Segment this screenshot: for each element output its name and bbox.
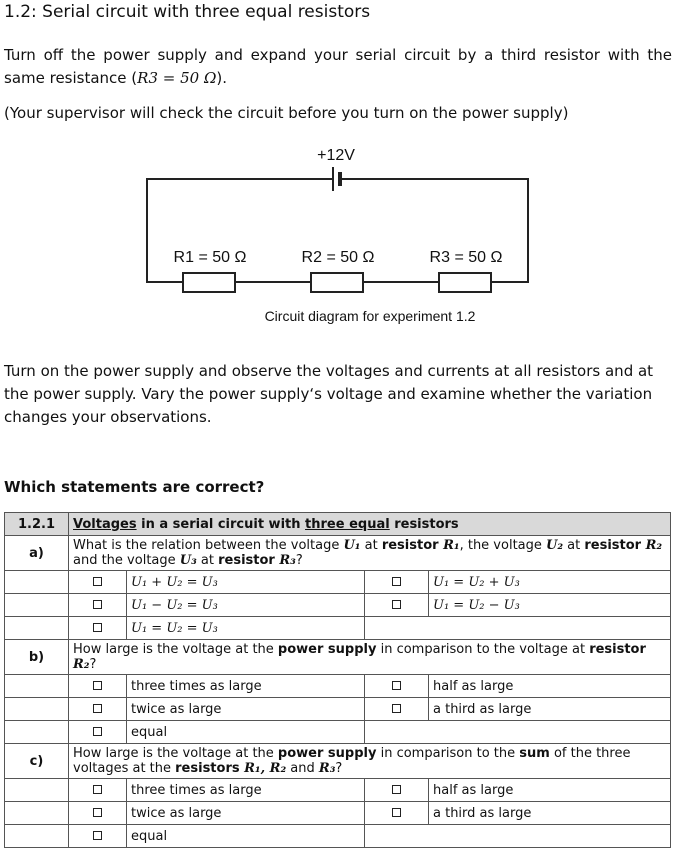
question-title	[69, 513, 671, 536]
empty-cell	[365, 721, 671, 744]
text: in comparison to the	[376, 746, 520, 761]
checkbox-a2[interactable]	[365, 571, 429, 594]
bold: resistor	[381, 538, 444, 553]
table-row	[5, 779, 671, 802]
bold: power supply	[277, 642, 377, 657]
option-c5: equal	[127, 825, 365, 848]
part-b-label: b)	[5, 640, 69, 675]
part-a-question	[69, 536, 671, 571]
instructions-paragraph: Turn on the power supply and observe the voltages and currents at all resistors and at the power supply. Vary the power supply‘s voltage and examine whether the variation changes your observations.	[4, 362, 654, 426]
option-b2: half as large	[429, 675, 671, 698]
bold: resistor	[589, 642, 646, 657]
text: ?	[335, 761, 343, 776]
resistor-r2	[311, 273, 363, 292]
checkbox-c3[interactable]	[69, 802, 127, 825]
math: R₂	[73, 657, 90, 672]
text: ?	[295, 553, 303, 568]
spacer-cell	[5, 675, 69, 698]
page-title: 1.2: Serial circuit with three equal resistors	[4, 2, 371, 22]
text: and the voltage	[73, 553, 180, 568]
bold: resistor	[218, 553, 280, 568]
text: of the three voltages at the	[73, 746, 631, 776]
text: in comparison to the voltage at	[376, 642, 590, 657]
option-a5: U₁ = U₂ = U₃	[127, 617, 365, 640]
math: U₃	[179, 553, 197, 568]
voltage-label: +12V	[317, 147, 355, 164]
circuit-caption: Circuit diagram for experiment 1.2	[264, 308, 476, 324]
spacer-cell	[5, 721, 69, 744]
resistor-r1-label: R1 = 50 Ω	[173, 249, 247, 266]
supervisor-note: (Your supervisor will check the circuit before you turn on the power supply)	[4, 104, 569, 122]
option-b3: twice as large	[127, 698, 365, 721]
question-id: 1.2.1	[5, 513, 69, 536]
option-c2: half as large	[429, 779, 671, 802]
resistor-r3	[439, 273, 491, 292]
checkbox-a5[interactable]	[69, 617, 127, 640]
spacer-cell	[5, 617, 69, 640]
option-a3: U₁ − U₂ = U₃	[127, 594, 365, 617]
table-row	[5, 594, 671, 617]
table-row	[5, 698, 671, 721]
option-b5: equal	[127, 721, 365, 744]
checkbox-a3[interactable]	[69, 594, 127, 617]
checkbox-b5[interactable]	[69, 721, 127, 744]
table-row	[5, 721, 671, 744]
spacer-cell	[5, 802, 69, 825]
math: U₂	[546, 538, 564, 553]
header-part4: resistors	[389, 516, 459, 532]
math: R₃	[279, 553, 296, 568]
math: R₁	[443, 538, 460, 553]
table-row	[5, 802, 671, 825]
option-b1: three times as large	[127, 675, 365, 698]
empty-cell	[365, 617, 671, 640]
intro-paragraph	[4, 44, 672, 90]
text: How large is the voltage at the	[73, 642, 278, 657]
checkbox-b1[interactable]	[69, 675, 127, 698]
option-a2: U₁ = U₂ + U₃	[429, 571, 671, 594]
bold: resistors	[175, 761, 245, 776]
spacer-cell	[5, 779, 69, 802]
intro-text: Turn off the power supply and expand your serial circuit by a third resistor with the same resistance (	[4, 46, 672, 87]
table-row	[5, 744, 671, 779]
math: R₁, R₂	[244, 761, 287, 776]
option-c3: twice as large	[127, 802, 365, 825]
table-row	[5, 617, 671, 640]
option-a1: U₁ + U₂ = U₃	[127, 571, 365, 594]
bold: sum	[519, 746, 550, 761]
header-three-equal: three equal	[305, 516, 390, 532]
math: U₁	[343, 538, 361, 553]
resistor-r2-label: R2 = 50 Ω	[301, 249, 375, 266]
part-c-label: c)	[5, 744, 69, 779]
option-a4: U₁ = U₂ − U₃	[429, 594, 671, 617]
table-row	[5, 825, 671, 848]
header-voltages: Voltages	[73, 516, 137, 532]
bold: resistor	[584, 538, 646, 553]
text: at	[360, 538, 382, 553]
checkbox-c5[interactable]	[69, 825, 127, 848]
header-part2: in a serial circuit with	[136, 516, 306, 532]
checkbox-a4[interactable]	[365, 594, 429, 617]
part-c-question	[69, 744, 671, 779]
checkbox-a1[interactable]	[69, 571, 127, 594]
text: What is the relation between the voltage	[73, 538, 344, 553]
option-b4: a third as large	[429, 698, 671, 721]
circuit-diagram	[0, 140, 677, 340]
option-c1: three times as large	[127, 779, 365, 802]
table-row	[5, 536, 671, 571]
text: at	[196, 553, 219, 568]
table-header-row	[5, 513, 671, 536]
empty-cell	[365, 825, 671, 848]
bold: power supply	[277, 746, 377, 761]
text: How large is the voltage at the	[73, 746, 278, 761]
text: , the voltage	[459, 538, 547, 553]
checkbox-c2[interactable]	[365, 779, 429, 802]
text: ?	[89, 657, 97, 672]
option-c4: a third as large	[429, 802, 671, 825]
table-row	[5, 640, 671, 675]
spacer-cell	[5, 571, 69, 594]
question-heading: Which statements are correct?	[4, 478, 265, 496]
math: R₂	[645, 538, 663, 553]
intro-end: ).	[216, 69, 228, 87]
table-row	[5, 571, 671, 594]
checkbox-c1[interactable]	[69, 779, 127, 802]
checkbox-b3[interactable]	[69, 698, 127, 721]
part-b-question	[69, 640, 671, 675]
spacer-cell	[5, 698, 69, 721]
checkbox-b4[interactable]	[365, 698, 429, 721]
text: at	[563, 538, 585, 553]
checkbox-c4[interactable]	[365, 802, 429, 825]
table-row	[5, 675, 671, 698]
checkbox-b2[interactable]	[365, 675, 429, 698]
spacer-cell	[5, 825, 69, 848]
resistor-r3-label: R3 = 50 Ω	[429, 249, 503, 266]
intro-math: R3 = 50 Ω	[137, 69, 217, 87]
spacer-cell	[5, 594, 69, 617]
text: and	[286, 761, 319, 776]
resistor-r1	[183, 273, 235, 292]
math: R₃	[318, 761, 336, 776]
question-table	[4, 512, 671, 848]
part-a-label: a)	[5, 536, 69, 571]
